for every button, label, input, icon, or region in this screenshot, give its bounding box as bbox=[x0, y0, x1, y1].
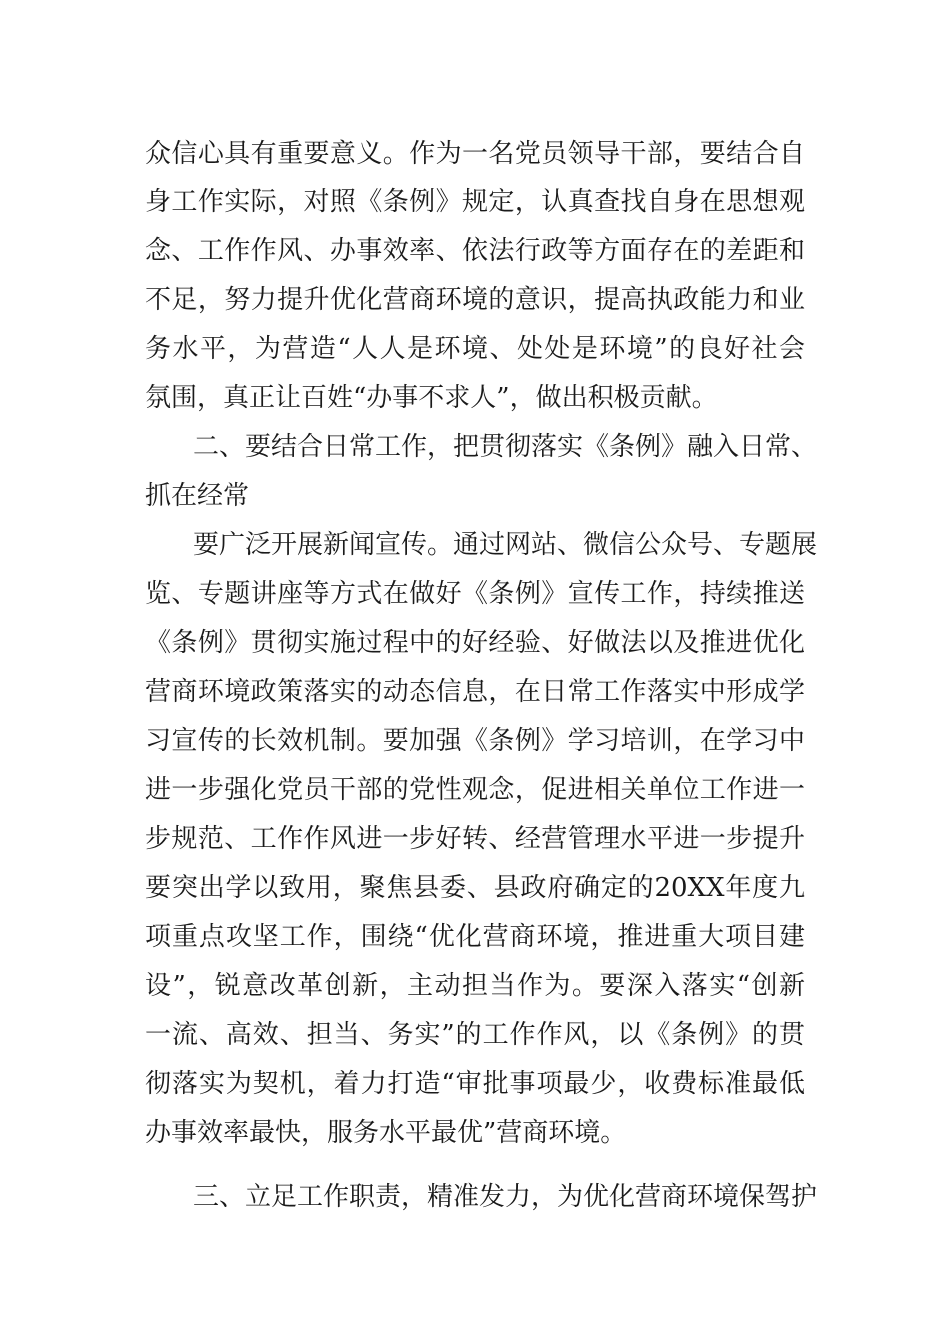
text-line: 众信心具有重要意义。作为一名党员领导干部，要结合自 bbox=[145, 139, 805, 169]
text-line: 办事效率最快，服务水平最优”营商环境。 bbox=[145, 1118, 627, 1148]
text-line: 营商环境政策落实的动态信息，在日常工作落实中形成学 bbox=[145, 677, 805, 707]
text-line: 设”，锐意改革创新，主动担当作为。要深入落实“创新 bbox=[145, 971, 805, 1001]
text-line: 彻落实为契机，着力打造“审批事项最少，收费标准最低 bbox=[145, 1069, 805, 1099]
text-line: 念、工作作风、办事效率、依法行政等方面存在的差距和 bbox=[145, 236, 805, 266]
text-line: 项重点攻坚工作，围绕“优化营商环境，推进重大项目建 bbox=[145, 922, 805, 952]
text-line: 务水平，为营造“人人是环境、处处是环境”的良好社会 bbox=[145, 334, 805, 364]
text-line: 身工作实际，对照《条例》规定，认真查找自身在思想观 bbox=[145, 187, 805, 217]
section-heading-2-cont: 抓在经常 bbox=[145, 481, 250, 511]
text-line: 进一步强化党员干部的党性观念，促进相关单位工作进一 bbox=[145, 775, 805, 805]
text-line: 不足，努力提升优化营商环境的意识，提高执政能力和业 bbox=[145, 285, 805, 315]
section-heading-3: 三、立足工作职责，精准发力，为优化营商环境保驾护 bbox=[193, 1182, 818, 1212]
text-line: 要广泛开展新闻宣传。通过网站、微信公众号、专题展 bbox=[193, 530, 818, 560]
text-line: 习宣传的长效机制。要加强《条例》学习培训，在学习中 bbox=[145, 726, 805, 756]
text-line: 一流、高效、担当、务实”的工作作风，以《条例》的贯 bbox=[145, 1020, 805, 1050]
section-heading-2: 二、要结合日常工作，把贯彻落实《条例》融入日常、 bbox=[193, 432, 818, 462]
text-line: 步规范、工作作风进一步好转、经营管理水平进一步提升 bbox=[145, 824, 805, 854]
text-line: 览、专题讲座等方式在做好《条例》宣传工作，持续推送 bbox=[145, 579, 805, 609]
text-line: 《条例》贯彻实施过程中的好经验、好做法以及推进优化 bbox=[145, 628, 805, 658]
text-line: 氛围，真正让百姓“办事不求人”，做出积极贡献。 bbox=[145, 383, 718, 413]
text-line: 要突出学以致用，聚焦县委、县政府确定的20XX年度九 bbox=[145, 873, 805, 903]
